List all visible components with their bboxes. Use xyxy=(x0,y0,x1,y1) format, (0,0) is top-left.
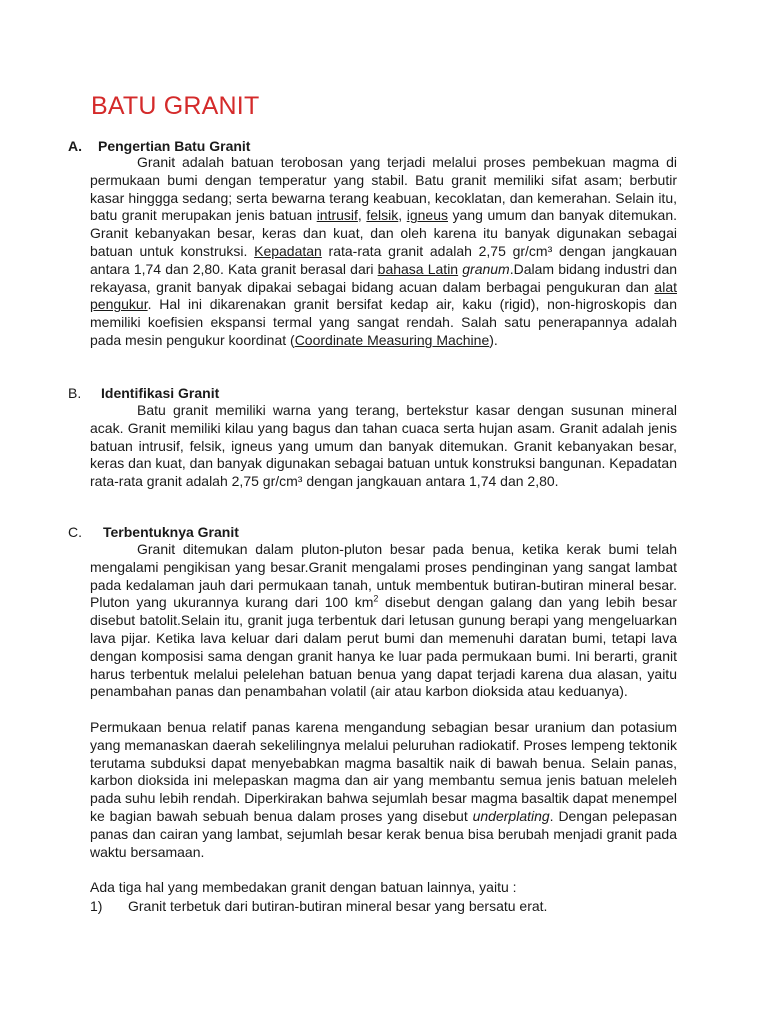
text-run: .Dalam bidang industri dan rekayasa, granit banyak dipakai sebagai bidang acuan dalam berbagai pengukuran dan xyxy=(90,260,678,295)
link-kepadatan[interactable]: Kepadatan xyxy=(254,242,322,259)
section-a-heading xyxy=(68,138,250,154)
text-run: Granit ditemukan dalam pluton-pluton besar pada benua, ketika kerak bumi telah mengalami pengikisan yang besar.Granit mengalami proses pendinginan yang sangat lambat pada kedalaman jauh dari permukaan tanah, untuk membentuk butiran-butiran mineral besar. Pluton yang ukurannya kurang dari 100 km xyxy=(90,541,677,611)
link-bahasa-latin[interactable]: bahasa Latin xyxy=(377,260,459,277)
text-run: . Hal ini dikarenakan granit bersifat kedap air, kaku (rigid), non-higroskopis dan memiliki koefisien ekspansi termal yang sangat rendah. Salah satu penerapannya adalah pada mesin pengukur koordinat ( xyxy=(90,296,677,348)
italic-underplating: underplating xyxy=(472,807,550,824)
section-c-number: C. xyxy=(68,524,82,540)
section-b-heading xyxy=(68,385,219,401)
italic-granum: granum xyxy=(462,260,510,277)
section-b-title: Identifikasi Granit xyxy=(101,385,220,401)
link-intrusif[interactable]: intrusif xyxy=(316,207,358,224)
document-title: BATU GRANIT xyxy=(91,92,260,120)
text-run: yang umum dan banyak ditemukan. Granit kebanyakan besar, keras dan kuat, dan oleh karena itu banyak digunakan sebagai batuan untuk konstruksi. xyxy=(90,207,678,259)
link-felsik[interactable]: felsik xyxy=(366,207,399,224)
text-run: rata-rata granit adalah 2,75 gr/cm³ dengan jangkauan antara 1,74 dan 2,80. Kata granit berasal dari xyxy=(90,242,677,277)
list-item-number: 1) xyxy=(90,898,103,914)
text-run: disebut dengan galang dan yang lebih besar disebut batolit.Selain itu, granit juga terbentuk dari letusan gunung berapi yang mengeluarkan lava pijar. Ketika lava keluar dari dalam perut bumi dan memenuhi daratan bumi, tetapi lava dengan komposisi sama dengan granit hanya ke luar pada permukaan bumi. Ini berarti, granit harus terbentuk melalui pelelehan batuan benua yang dapat terjadi karena dua alasan, yaitu penambahan panas dan penambahan volatil (air atau karbon dioksida atau keduanya). xyxy=(90,594,677,700)
section-b-paragraph: Batu granit memiliki warna yang terang, bertekstur kasar dengan susunan mineral acak. Granit memiliki kilau yang bagus dan tahan cuaca serta hujan asam. Granit adalah jenis batuan intrusif, felsik, igneus yang umum dan banyak ditemukan. Granit kebanyakan besar, keras dan kuat, dan banyak digunakan sebagai batuan untuk konstruksi bangunan. Kepadatan rata-rata granit adalah 2,75 gr/cm³ dengan jangkauan antara 1,74 dan 2,80. xyxy=(90,402,677,490)
text-run: . Dengan pelepasan panas dan cairan yang lambat, sejumlah besar kerak benua bisa berubah menjadi granit pada waktu bersamaan. xyxy=(90,807,677,860)
section-a-number: A. xyxy=(68,138,82,154)
text-run: Granit adalah batuan terobosan yang terjadi melalui proses pembekuan magma di permukaan bumi dengan temperatur yang stabil. Batu granit memiliki sifat asam; berbutir kasar hinggga sedang; serta bewarna terang keabuan, kecoklatan, dan kemerahan. Selain itu, batu granit merupakan jenis batuan xyxy=(90,154,677,224)
text-run: Permukaan benua relatif panas karena mengandung sebagian besar uranium dan potasium yang memanaskan daerah sekelilingnya melalui peluruhan radiokatif. Proses lempeng tektonik terutama subduksi dapat menyebabkan magma basaltik naik di bawah benua. Selain panas, karbon dioksida ini melepaskan magma dan air yang membantu semua jenis batuan meleleh pada suhu lebih rendah. Diperkirakan bahwa sejumlah besar magma basaltik dapat menempel ke bagian bawah sebuah benua dalam proses yang disebut xyxy=(90,719,677,824)
section-c-paragraph-1 xyxy=(90,541,677,701)
superscript-2: 2 xyxy=(373,593,379,604)
text-run: , xyxy=(398,207,407,224)
section-b-number: B. xyxy=(68,385,82,401)
section-c-heading xyxy=(68,524,239,540)
section-c-paragraph-3: Ada tiga hal yang membedakan granit dengan batuan lainnya, yaitu : xyxy=(90,879,517,895)
list-item-text: Granit terbetuk dari butiran-butiran mineral besar yang bersatu erat. xyxy=(128,898,548,914)
text-run: ). xyxy=(489,331,498,348)
section-a-paragraph xyxy=(90,154,677,350)
link-igneus[interactable]: igneus xyxy=(406,207,448,224)
text-run: , xyxy=(357,207,367,224)
section-c-title: Terbentuknya Granit xyxy=(103,524,239,540)
link-coordinate-measuring-machine[interactable]: Coordinate Measuring Machine xyxy=(294,331,490,348)
section-a-title: Pengertian Batu Granit xyxy=(98,138,251,154)
link-alat-pengukur[interactable]: alat pengukur xyxy=(90,278,677,313)
list-item xyxy=(90,898,547,914)
section-c-paragraph-2 xyxy=(90,719,677,861)
